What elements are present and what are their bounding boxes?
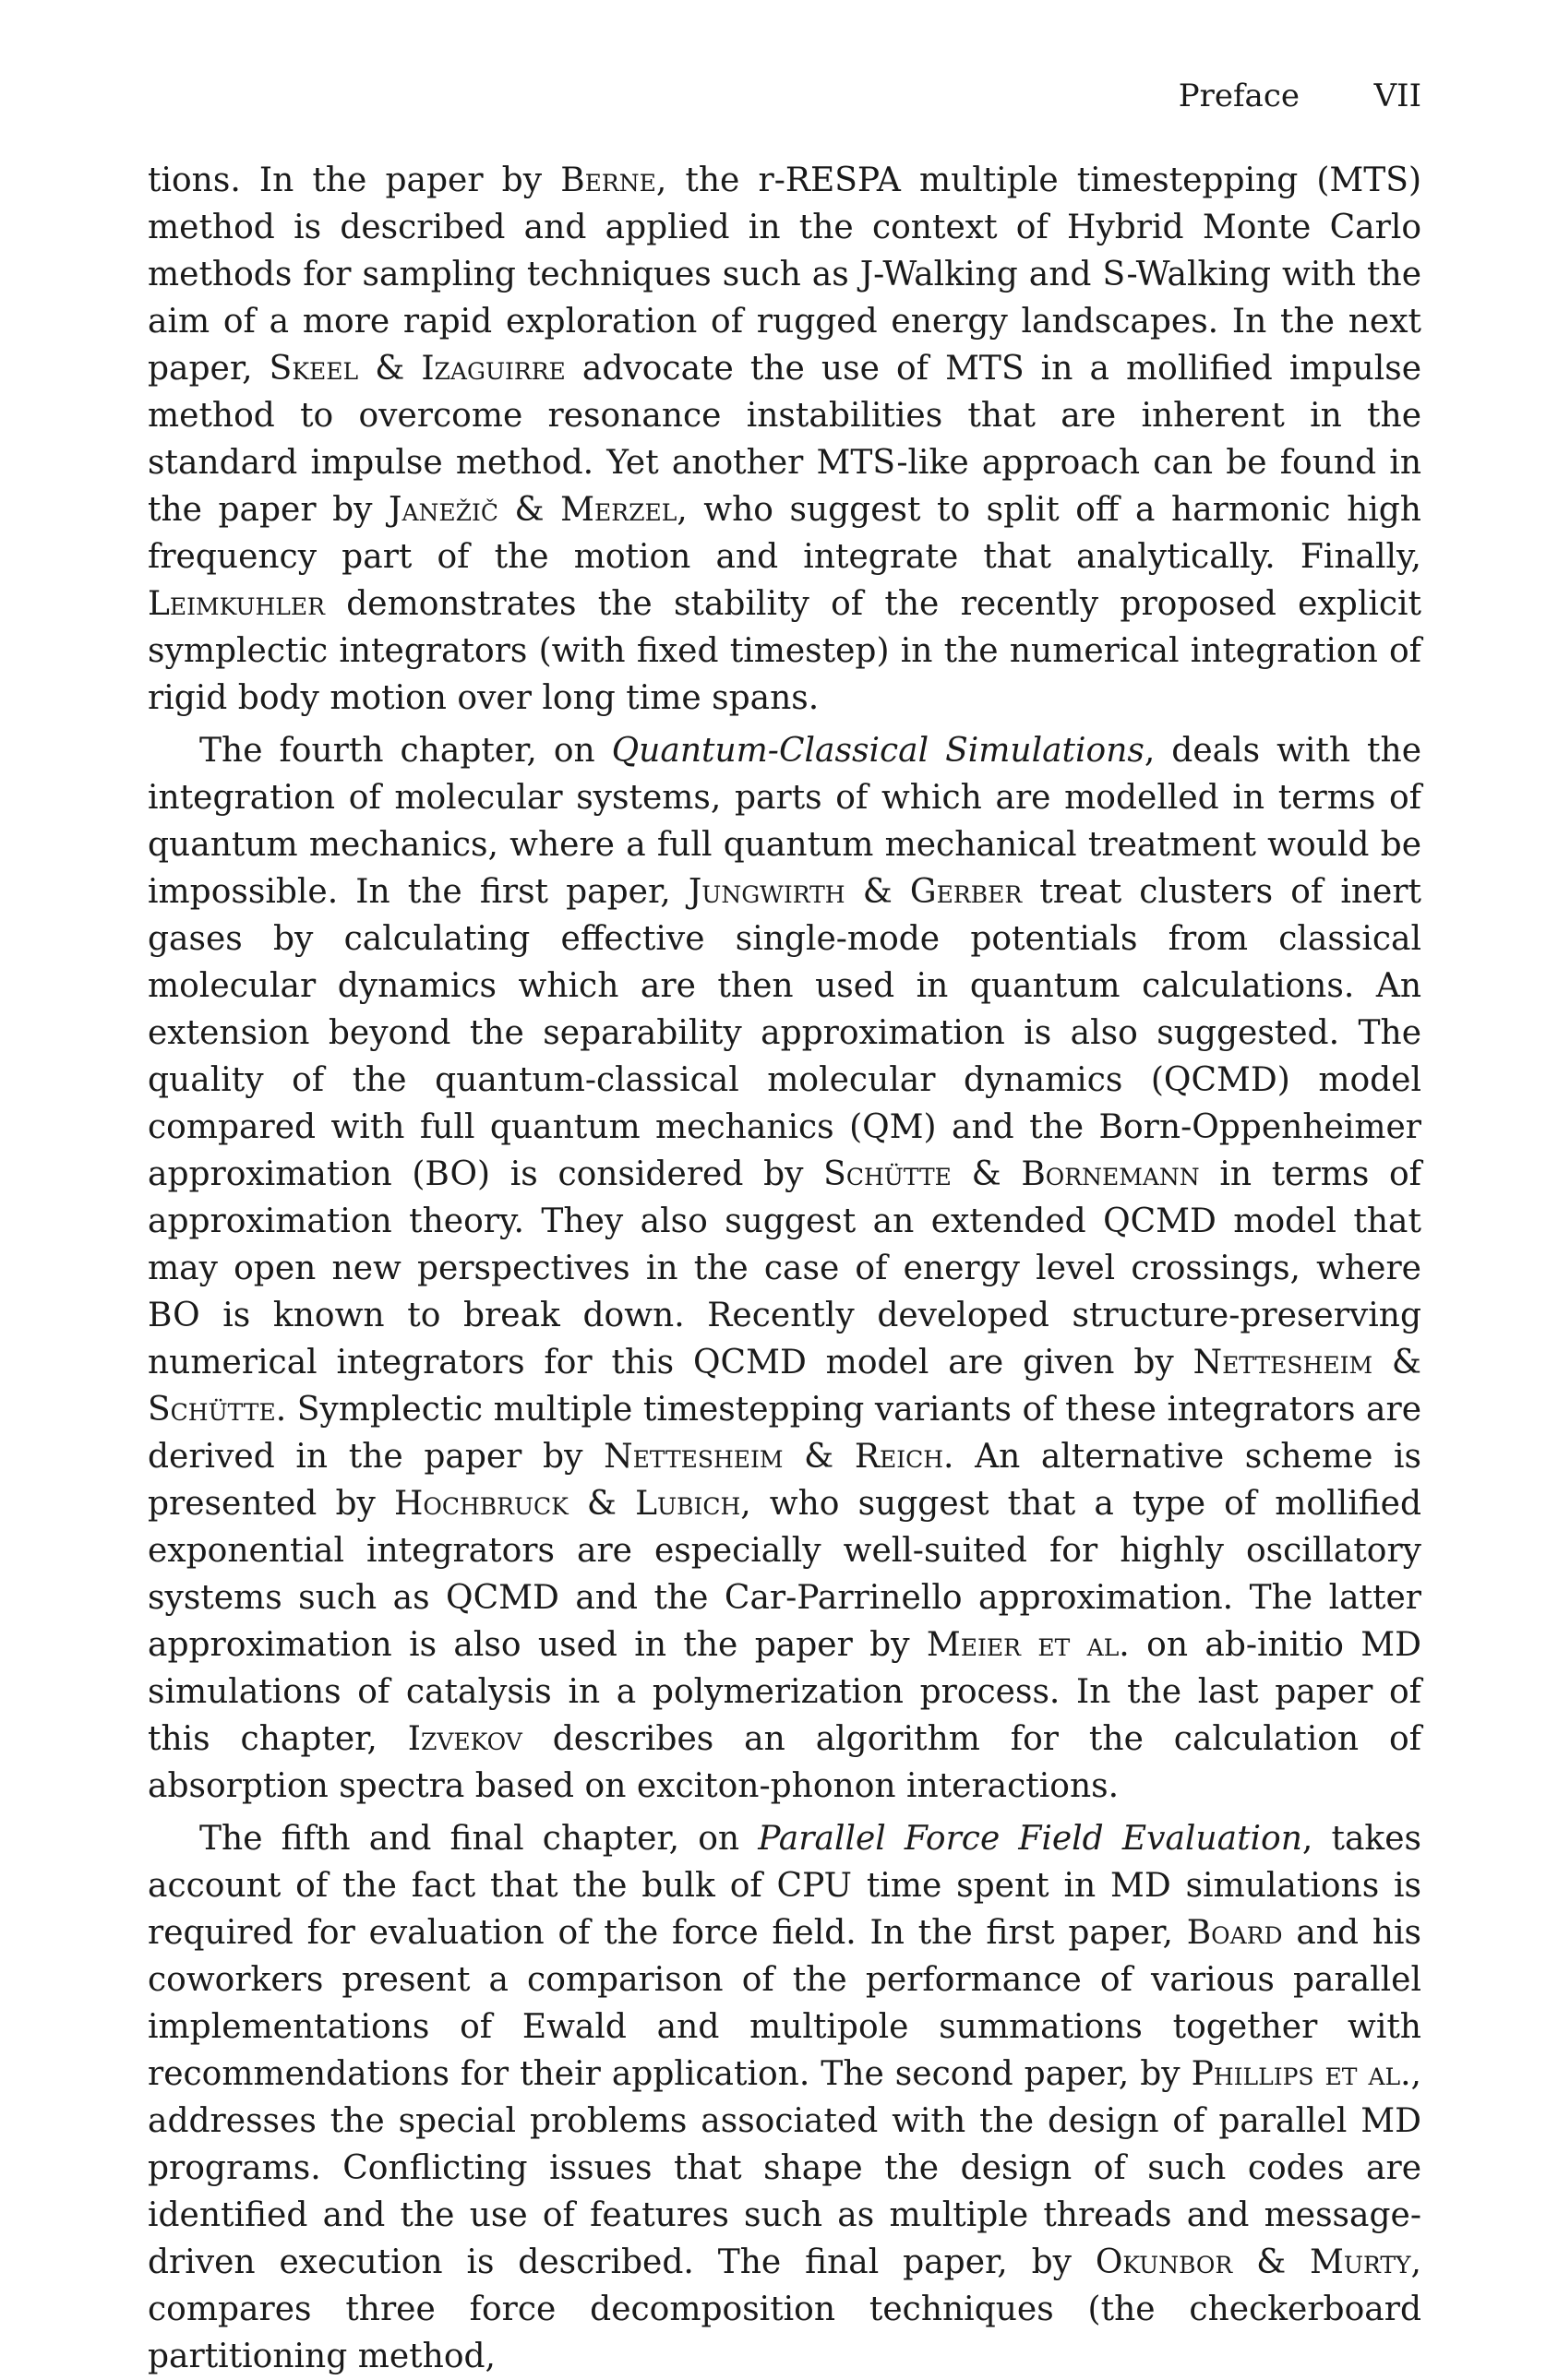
- author-name: Leimkuhler: [148, 585, 325, 623]
- text-run: advocate the use of MTS in a mollified impulse method to overcome resonance instabilities that are inherent in the standard impulse method. Yet another MTS-like approach can be found in the paper by: [148, 350, 1421, 529]
- chapter-title: Parallel Force Field Evaluation: [758, 1820, 1302, 1858]
- author-name: Skeel: [269, 350, 359, 388]
- author-name: Janežič: [389, 491, 499, 529]
- text-run: tions. In the paper by: [148, 161, 561, 199]
- text-run: . An alternative scheme is presented by: [148, 1438, 1421, 1523]
- paragraph-3: [148, 1815, 1421, 2380]
- text-run: . Symplectic multiple timestepping variants of these integrators are derived in the paper by: [148, 1391, 1421, 1476]
- text-run: describes an algorithm for the calculation of absorption spectra based on exciton-phonon interactions.: [148, 1720, 1421, 1805]
- text-run: &: [358, 350, 422, 388]
- author-name: Lubich: [635, 1485, 741, 1523]
- running-head: [148, 74, 1421, 118]
- author-name: Okunbor: [1095, 2243, 1233, 2281]
- author-name: Board: [1186, 1914, 1283, 1952]
- chapter-title: Quantum-Classical Simulations: [611, 732, 1145, 770]
- text-run: The fourth chapter, on: [199, 732, 612, 770]
- text-run: , addresses the special problems associated with the design of parallel MD programs. Conflicting issues that shape the design of such codes are identified and the use of features such as multiple threads and message-driven execution is described. The final paper, by: [148, 2055, 1421, 2281]
- text-run: &: [845, 873, 910, 911]
- author-name: Schütte: [148, 1391, 276, 1429]
- author-name: Reich: [854, 1438, 944, 1476]
- body-text: [148, 157, 1421, 2380]
- author-name: Berne: [560, 161, 656, 199]
- author-name: Hochbruck: [393, 1485, 569, 1523]
- author-name: Izvekov: [407, 1720, 522, 1758]
- text-run: , compares three force decomposition techniques (the checkerboard partitioning method,: [148, 2243, 1421, 2375]
- text-run: , deals with the integration of molecular systems, parts of which are modelled in terms of quantum mechanics, where a full quantum mechanical treatment would be impossible. In the first paper,: [148, 732, 1422, 911]
- text-run: &: [498, 491, 561, 529]
- text-run: &: [951, 1155, 1022, 1193]
- text-run: on ab-initio MD simulations of catalysis in a polymerization process. In the last paper of this chapter,: [148, 1626, 1422, 1758]
- text-run: &: [1232, 2243, 1311, 2281]
- text-run: &: [783, 1438, 855, 1476]
- author-name: Meier et al.: [926, 1626, 1130, 1664]
- text-run: treat clusters of inert gases by calculating effective single-mode potentials from classical molecular dynamics which are then used in quantum calculations. An extension beyond the separability approximation is also suggested. The quality of the quantum-classical molecular dynamics (QCMD) model compared with full quantum mechanics (QM) and the Born-Oppenheimer approximation (BO) is considered by: [148, 873, 1422, 1193]
- text-run: and his coworkers present a comparison of the performance of various parallel implementations of Ewald and multipole summations together with recommendations for their application. The second paper, by: [148, 1914, 1421, 2093]
- text-run: , who suggest that a type of mollified exponential integrators are especially well-suited for highly oscillatory systems such as QCMD and the Car-Parrinello approximation. The latter approximation is also used in the paper by: [148, 1485, 1422, 1664]
- author-name: Bornemann: [1021, 1155, 1200, 1193]
- text-run: , who suggest to split off a harmonic high frequency part of the motion and integrate that analytically. Finally,: [148, 491, 1421, 576]
- author-name: Jungwirth: [688, 873, 845, 911]
- author-name: Izaguirre: [421, 350, 566, 388]
- author-name: Phillips et al.: [1191, 2055, 1411, 2093]
- author-name: Schütte: [823, 1155, 952, 1193]
- text-run: in terms of approximation theory. They also suggest an extended QCMD model that may open new perspectives in the case of energy level crossings, where BO is known to break down. Recently developed structure-preserving numerical integrators for this QCMD model are given by: [148, 1155, 1421, 1381]
- page-number: VII: [1373, 78, 1421, 114]
- text-run: , the r-RESPA multiple timestepping (MTS) method is described and applied in the context of Hybrid Monte Carlo methods for sampling techniques such as J-Walking and S-Walking with the aim of a more rapid exploration of rugged energy landscapes. In the next paper,: [148, 161, 1421, 388]
- running-head-section: Preface: [1178, 78, 1300, 114]
- text-run: The fifth and final chapter, on: [199, 1820, 759, 1858]
- paragraph-2: [148, 727, 1421, 1810]
- author-name: Murty: [1310, 2243, 1411, 2281]
- author-name: Merzel: [560, 491, 677, 529]
- text-run: &: [568, 1485, 636, 1523]
- text-run: demonstrates the stability of the recently proposed explicit symplectic integrators (with fixed timestep) in the numerical integration of rigid body motion over long time spans.: [148, 585, 1421, 717]
- text-run: , takes account of the fact that the bulk of CPU time spent in MD simulations is required for evaluation of the force field. In the first paper,: [148, 1820, 1421, 1952]
- paragraph-1: [148, 157, 1421, 722]
- author-name: Nettesheim: [1192, 1344, 1373, 1381]
- text-run: &: [1372, 1344, 1421, 1381]
- author-name: Gerber: [909, 873, 1023, 911]
- author-name: Nettesheim: [604, 1438, 784, 1476]
